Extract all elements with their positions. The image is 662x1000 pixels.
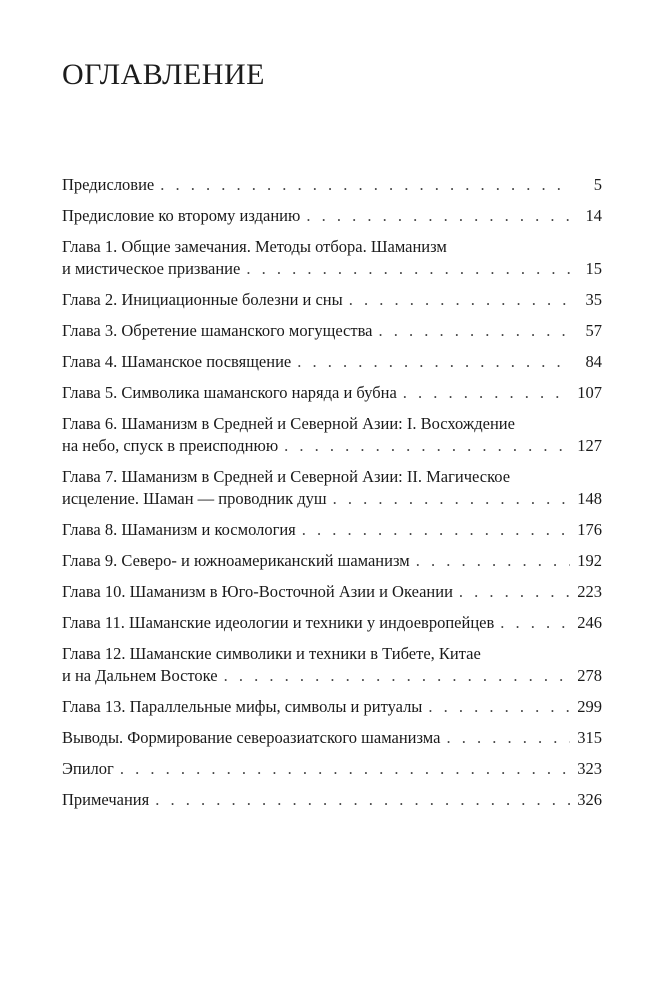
toc-entry xyxy=(62,289,602,311)
dot-leader xyxy=(378,320,570,342)
toc-entry-line xyxy=(62,581,602,603)
toc-entry-title-line: Предисловие xyxy=(62,175,155,194)
toc-entry-line xyxy=(62,550,602,572)
toc-page-number: 192 xyxy=(577,551,602,570)
dot-leader xyxy=(302,519,570,541)
toc-entry-title-line: исцеление. Шаман — проводник душ xyxy=(62,489,327,508)
toc-page-number: 246 xyxy=(577,613,602,632)
toc-page-number: 176 xyxy=(577,520,602,539)
toc-entry-line xyxy=(62,351,602,373)
toc-entry-line xyxy=(62,519,602,541)
toc-entry-title-line: Глава 11. Шаманские идеологии и техники у индоевропейцев xyxy=(62,613,495,632)
toc-entry xyxy=(62,550,602,572)
toc-entry-line xyxy=(62,435,602,457)
toc-entry xyxy=(62,320,602,342)
toc-page-number: 107 xyxy=(577,383,602,402)
toc-page-number: 35 xyxy=(585,290,602,309)
toc-entry-line xyxy=(62,789,602,811)
dot-leader xyxy=(246,258,570,280)
toc-entry-title-line: Глава 13. Параллельные мифы, символы и ритуалы xyxy=(62,697,423,716)
toc-page-number: 84 xyxy=(585,352,602,371)
toc-page-number: 315 xyxy=(577,728,602,747)
toc-entry xyxy=(62,789,602,811)
toc-entry-title-line: Глава 12. Шаманские символики и техники в Тибете, Китае xyxy=(62,644,481,663)
toc-page-number: 299 xyxy=(577,697,602,716)
toc-page-number: 326 xyxy=(577,790,602,809)
toc-entry-line xyxy=(62,382,602,404)
toc-entry-line xyxy=(62,758,602,780)
toc-entry-title-line: Глава 1. Общие замечания. Методы отбора. Шаманизм xyxy=(62,237,447,256)
dot-leader xyxy=(297,351,570,373)
toc-entry-title-line: Примечания xyxy=(62,790,150,809)
toc-page-number: 148 xyxy=(577,489,602,508)
toc-entry-title-line: Глава 5. Символика шаманского наряда и бубна xyxy=(62,383,397,402)
dot-leader xyxy=(446,727,570,749)
toc-page-number: 223 xyxy=(577,582,602,601)
toc-entry-title-line: Эпилог xyxy=(62,759,114,778)
toc-entry-title-line: Глава 6. Шаманизм в Средней и Северной Азии: I. Восхождение xyxy=(62,414,515,433)
dot-leader xyxy=(224,665,570,687)
toc-entry xyxy=(62,696,602,718)
dot-leader xyxy=(306,205,570,227)
toc-entry xyxy=(62,612,602,634)
toc-entry-line xyxy=(62,727,602,749)
table-of-contents xyxy=(62,174,602,820)
toc-entry-title-line: и мистическое призвание xyxy=(62,259,241,278)
toc-entry-line xyxy=(62,174,602,196)
toc-entry xyxy=(62,466,602,510)
toc-entry-line xyxy=(62,258,602,280)
toc-page-number: 14 xyxy=(585,206,602,225)
toc-entry xyxy=(62,581,602,603)
dot-leader xyxy=(403,382,570,404)
toc-entry xyxy=(62,643,602,687)
toc-entry-title-line: Глава 2. Инициационные болезни и сны xyxy=(62,290,343,309)
dot-leader xyxy=(333,488,570,510)
toc-entry-title-line: Предисловие ко второму изданию xyxy=(62,206,301,225)
toc-entry xyxy=(62,351,602,373)
toc-page-number: 57 xyxy=(585,321,602,340)
toc-entry-line xyxy=(62,488,602,510)
toc-entry-title-line: и на Дальнем Востоке xyxy=(62,666,218,685)
dot-leader xyxy=(459,581,570,603)
toc-entry-title-line: Глава 4. Шаманское посвящение xyxy=(62,352,292,371)
toc-entry-title-line: Выводы. Формирование североазиатского шаманизма xyxy=(62,728,441,747)
toc-page-number: 278 xyxy=(577,666,602,685)
toc-entry-title-line: Глава 9. Северо- и южноамериканский шаманизм xyxy=(62,551,410,570)
dot-leader xyxy=(349,289,570,311)
toc-entry xyxy=(62,413,602,457)
toc-entry-title-line: Глава 3. Обретение шаманского могущества xyxy=(62,321,373,340)
toc-entry-line xyxy=(62,289,602,311)
toc-entry-title-line: Глава 8. Шаманизм и космология xyxy=(62,520,296,539)
toc-entry xyxy=(62,758,602,780)
toc-entry-line xyxy=(62,665,602,687)
dot-leader xyxy=(160,174,570,196)
toc-entry-line xyxy=(62,320,602,342)
dot-leader xyxy=(500,612,570,634)
toc-entry xyxy=(62,236,602,280)
toc-entry-line xyxy=(62,612,602,634)
toc-entry xyxy=(62,519,602,541)
dot-leader xyxy=(428,696,570,718)
page-title: ОГЛАВЛЕНИЕ xyxy=(62,58,265,91)
toc-entry xyxy=(62,205,602,227)
toc-page-number: 5 xyxy=(593,175,602,194)
toc-page-number: 15 xyxy=(585,259,602,278)
toc-entry-title-line: Глава 7. Шаманизм в Средней и Северной Азии: II. Магическое xyxy=(62,467,511,486)
toc-page-number: 323 xyxy=(577,759,602,778)
toc-entry xyxy=(62,727,602,749)
toc-entry xyxy=(62,174,602,196)
dot-leader xyxy=(416,550,570,572)
dot-leader xyxy=(284,435,570,457)
toc-entry-title-line: на небо, спуск в преисподнюю xyxy=(62,436,279,455)
toc-entry-line xyxy=(62,205,602,227)
toc-entry xyxy=(62,382,602,404)
toc-entry-title-line: Глава 10. Шаманизм в Юго-Восточной Азии и Океании xyxy=(62,582,453,601)
dot-leader xyxy=(120,758,570,780)
toc-entry-line xyxy=(62,696,602,718)
dot-leader xyxy=(155,789,570,811)
toc-page-number: 127 xyxy=(577,436,602,455)
